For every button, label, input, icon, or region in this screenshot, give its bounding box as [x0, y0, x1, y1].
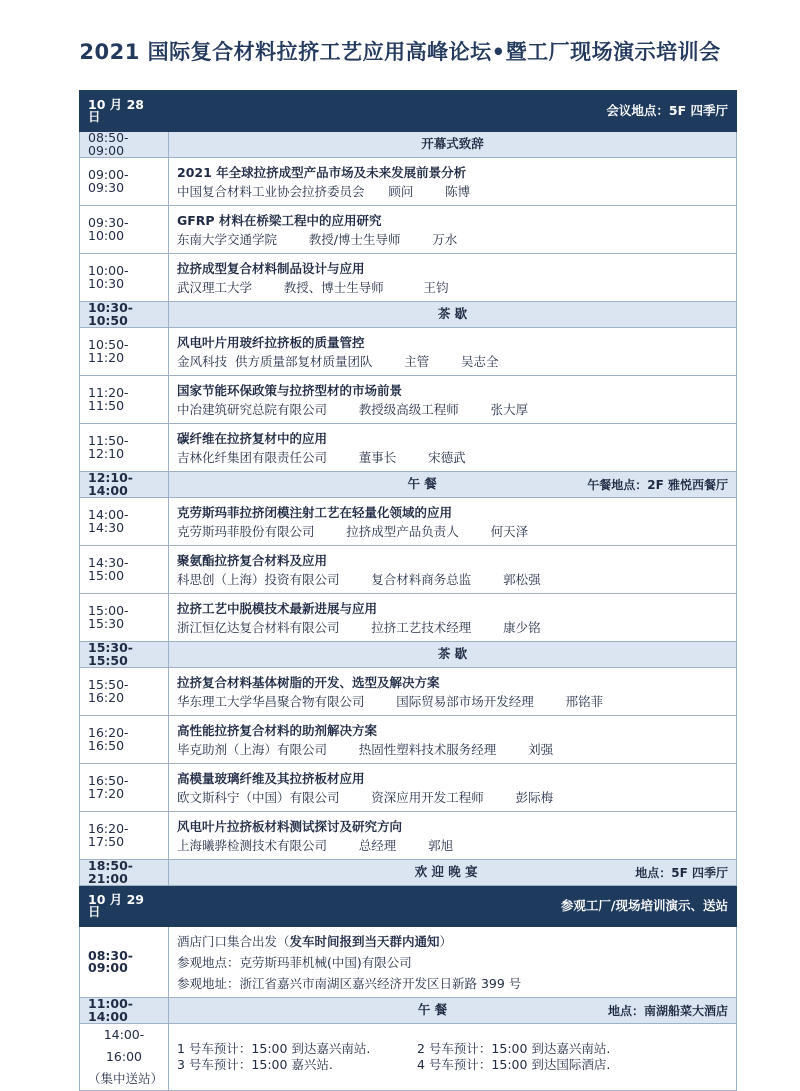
session-speaker: 浙江恒亿达复合材料有限公司 拉挤工艺技术经理 康少铭 [177, 619, 541, 635]
day-date: 10 月 29 日 [80, 886, 169, 927]
session-topic: 克劳斯玛菲拉挤闭模注射工艺在轻量化领域的应用 [177, 504, 453, 520]
session-row [80, 158, 737, 206]
day-note: 参观工厂/现场培训演示、送站 [169, 886, 737, 927]
session-topic: 拉挤成型复合材料制品设计与应用 [177, 260, 365, 276]
session-row [80, 376, 737, 424]
row-time: 18:50-21:00 [80, 860, 169, 886]
visit-row [80, 927, 737, 998]
opening-row [80, 132, 737, 158]
lunch-row [80, 472, 737, 498]
visit-departure-close: ） [439, 933, 453, 949]
visit-location: 参观地点：克劳斯玛菲机械(中国)有限公司 [177, 954, 412, 970]
session-topic: 拉挤复合材料基体树脂的开发、选型及解决方案 [177, 674, 440, 690]
lunch-row [80, 998, 737, 1024]
row-time: 08:50-09:00 [80, 132, 169, 158]
row-time: 11:20-11:50 [80, 376, 169, 424]
row-time: 16:20-16:50 [80, 716, 169, 764]
session-topic: 风电叶片拉挤板材料测试探讨及研究方向 [177, 818, 403, 834]
shuttle-item: 4 号车预计：15:00 到达国际酒店. [417, 1057, 611, 1072]
row-time: 10:30-10:50 [80, 302, 169, 328]
session-speaker: 中冶建筑研究总院有限公司 教授级高级工程师 张大厚 [177, 401, 529, 417]
shuttle-item: 1 号车预计：15:00 到达嘉兴南站. [177, 1040, 371, 1056]
session-speaker: 中国复合材料工业协会拉挤委员会 顾问 陈博 [177, 183, 471, 199]
session-row [80, 424, 737, 472]
row-time: 16:20-17:50 [80, 812, 169, 860]
row-venue: 地点：南湖船菜大酒店 [607, 1003, 728, 1018]
session-topic: GFRP 材料在桥梁工程中的应用研究 [177, 212, 382, 228]
day-header-row [80, 91, 737, 132]
session-topic: 聚氨酯拉挤复合材料及应用 [177, 552, 328, 568]
row-time: 15:50-16:20 [80, 668, 169, 716]
session-speaker: 克劳斯玛菲股份有限公司 拉挤成型产品负责人 何天泽 [177, 523, 529, 539]
row-label: 茶 歇 [169, 302, 737, 328]
row-time: 10:00-10:30 [80, 254, 169, 302]
row-time: 09:30-10:00 [80, 206, 169, 254]
row-time: 15:30-15:50 [80, 642, 169, 668]
session-row [80, 716, 737, 764]
session-topic: 2021 年全球拉挤成型产品市场及未来发展前景分析 [177, 164, 467, 180]
session-row [80, 764, 737, 812]
session-topic: 高性能拉挤复合材料的助剂解决方案 [177, 722, 378, 738]
day-header-row [80, 886, 737, 927]
row-label: 午 餐 [407, 476, 437, 492]
page-title: 2021 国际复合材料拉挤工艺应用高峰论坛•暨工厂现场演示培训会 [79, 40, 721, 64]
session-row [80, 206, 737, 254]
session-row [80, 812, 737, 860]
session-row [80, 546, 737, 594]
row-time-note: （集中送站） [88, 1071, 164, 1086]
row-time: 11:50-12:10 [80, 424, 169, 472]
session-topic: 碳纤维在拉挤复材中的应用 [177, 430, 328, 446]
row-time: 14:30-15:00 [80, 546, 169, 594]
row-venue: 地点：5F 四季厅 [635, 865, 728, 880]
session-row [80, 328, 737, 376]
session-topic: 高模量玻璃纤维及其拉挤板材应用 [177, 770, 365, 786]
session-speaker: 毕克助剂（上海）有限公司 热固性塑料技术服务经理 刘强 [177, 741, 554, 757]
row-time: 12:10-14:00 [80, 472, 169, 498]
visit-departure-text: 酒店门口集合出发（ [177, 933, 290, 949]
visit-address: 参观地址：浙江省嘉兴市南湖区嘉兴经济开发区日新路 399 号 [177, 975, 522, 991]
row-time: 16:50-17:20 [80, 764, 169, 812]
session-row [80, 594, 737, 642]
tea-break-row [80, 302, 737, 328]
session-speaker: 上海曦骅检测技术有限公司 总经理 郭旭 [177, 837, 454, 853]
row-time: 14:00-16:00 [103, 1027, 145, 1064]
session-speaker: 华东理工大学华昌聚合物有限公司 国际贸易部市场开发经理 邢铭菲 [177, 693, 604, 709]
dinner-row [80, 860, 737, 886]
day-date: 10 月 28 日 [80, 91, 169, 132]
row-time: 09:00-09:30 [80, 158, 169, 206]
session-row [80, 668, 737, 716]
tea-break-row [80, 642, 737, 668]
row-label: 茶 歇 [169, 642, 737, 668]
row-label: 欢 迎 晚 宴 [414, 864, 478, 880]
row-time: 14:00-14:30 [80, 498, 169, 546]
session-speaker: 东南大学交通学院 教授/博士生导师 万水 [177, 231, 458, 247]
shuttle-item: 2 号车预计：15:00 到达嘉兴南站. [417, 1040, 611, 1056]
session-row [80, 254, 737, 302]
visit-departure [177, 931, 728, 952]
row-time: 10:50-11:20 [80, 328, 169, 376]
session-topic: 拉挤工艺中脱模技术最新进展与应用 [177, 600, 378, 616]
row-label: 午 餐 [417, 1002, 448, 1018]
row-time: 15:00-15:30 [80, 594, 169, 642]
session-speaker: 欧文斯科宁（中国）有限公司 资深应用开发工程师 彭际梅 [177, 789, 554, 805]
shuttle-item: 3 号车预计：15:00 嘉兴站. [177, 1057, 333, 1072]
schedule-table [79, 90, 737, 1091]
session-speaker: 科思创（上海）投资有限公司 复合材料商务总监 郭松强 [177, 571, 541, 587]
session-speaker: 金风科技 供方质量部复材质量团队 主管 吴志全 [177, 353, 499, 369]
session-speaker: 吉林化纤集团有限责任公司 董事长 宋德武 [177, 449, 466, 465]
row-label: 开幕式致辞 [169, 132, 737, 158]
session-topic: 国家节能环保政策与拉挤型材的市场前景 [177, 382, 403, 398]
row-time: 11:00-14:00 [80, 998, 169, 1024]
session-speaker: 武汉理工大学 教授、博士生导师 王钧 [177, 279, 449, 295]
row-venue: 午餐地点：2F 雅悦西餐厅 [587, 477, 728, 492]
shuttle-row [80, 1024, 737, 1091]
row-time: 08:30-09:00 [80, 927, 169, 998]
day-venue: 会议地点：5F 四季厅 [169, 91, 737, 132]
session-row [80, 498, 737, 546]
visit-departure-notice: 发车时间报到当天群内通知 [289, 933, 440, 949]
session-topic: 风电叶片用玻纤拉挤板的质量管控 [177, 334, 365, 350]
